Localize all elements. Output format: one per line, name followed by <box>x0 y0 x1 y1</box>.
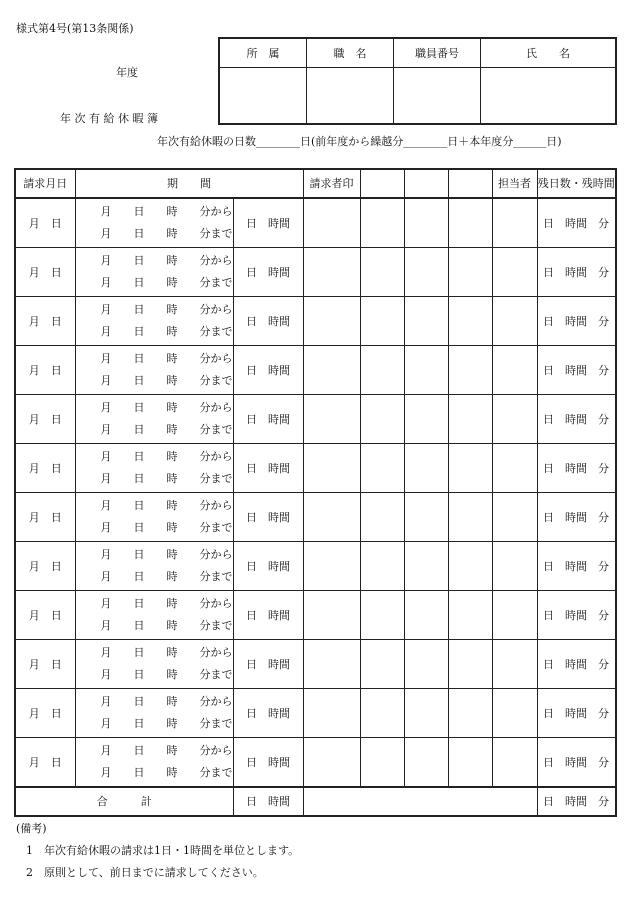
period-from: 月 日 時 分から <box>100 744 233 757</box>
period-from: 月 日 時 分から <box>100 205 233 218</box>
requester-seal-cell[interactable] <box>303 346 360 395</box>
request-date-cell[interactable]: 月 日 <box>15 444 75 493</box>
period-to: 月 日 時 分まで <box>100 570 233 583</box>
period-from: 月 日 時 分から <box>100 548 233 561</box>
period-cell[interactable] <box>75 591 233 640</box>
requester-seal-cell[interactable] <box>303 444 360 493</box>
period-to: 月 日 時 分まで <box>100 717 233 730</box>
request-date-cell[interactable]: 月 日 <box>15 395 75 444</box>
table-row <box>15 689 616 738</box>
duration-cell[interactable]: 日 時間 <box>233 198 303 248</box>
period-header: 期 間 <box>75 169 303 198</box>
blank-cell[interactable] <box>360 198 404 248</box>
period-to: 月 日 時 分まで <box>100 766 233 779</box>
staff-in-charge-cell[interactable] <box>492 591 537 640</box>
blank-cell[interactable] <box>360 248 404 297</box>
table-row <box>15 640 616 689</box>
staff-info-table <box>218 37 617 125</box>
remaining-cell[interactable]: 日 時間 分 <box>537 689 616 738</box>
requester-seal-cell[interactable] <box>303 493 360 542</box>
table-row <box>15 395 616 444</box>
remaining-cell[interactable]: 日 時間 分 <box>537 248 616 297</box>
period-cell[interactable] <box>75 248 233 297</box>
period-cell[interactable] <box>75 346 233 395</box>
table-row <box>15 444 616 493</box>
period-from: 月 日 時 分から <box>100 695 233 708</box>
blank-cell[interactable] <box>404 198 448 248</box>
requester-seal-cell[interactable] <box>303 591 360 640</box>
blank-cell[interactable] <box>404 738 448 788</box>
employee-number-cell[interactable] <box>394 68 481 125</box>
period-to: 月 日 時 分まで <box>100 227 233 240</box>
blank-cell[interactable] <box>448 198 492 248</box>
document-title: 年 次 有 給 休 暇 簿 <box>60 112 158 125</box>
requester-seal-cell[interactable] <box>303 738 360 788</box>
total-duration-cell[interactable]: 日 時間 <box>233 787 303 816</box>
remaining-cell[interactable]: 日 時間 分 <box>537 591 616 640</box>
request-date-cell[interactable]: 月 日 <box>15 738 75 788</box>
request-date-cell[interactable]: 月 日 <box>15 297 75 346</box>
period-to: 月 日 時 分まで <box>100 619 233 632</box>
blank-cell[interactable] <box>448 591 492 640</box>
period-cell[interactable] <box>75 493 233 542</box>
request-date-cell[interactable]: 月 日 <box>15 248 75 297</box>
period-from: 月 日 時 分から <box>100 499 233 512</box>
duration-cell[interactable]: 日 時間 <box>233 493 303 542</box>
period-from: 月 日 時 分から <box>100 254 233 267</box>
period-cell[interactable] <box>75 198 233 248</box>
staff-in-charge-header: 担当者 <box>492 169 537 198</box>
period-cell[interactable] <box>75 738 233 788</box>
period-to: 月 日 時 分まで <box>100 472 233 485</box>
period-cell[interactable] <box>75 444 233 493</box>
duration-cell[interactable]: 日 時間 <box>233 444 303 493</box>
table-row <box>15 198 616 248</box>
blank-header <box>404 169 448 198</box>
period-cell[interactable] <box>75 640 233 689</box>
requester-seal-cell[interactable] <box>303 640 360 689</box>
staff-in-charge-cell[interactable] <box>492 444 537 493</box>
blank-cell[interactable] <box>360 444 404 493</box>
blank-header <box>360 169 404 198</box>
total-remaining-cell[interactable]: 日 時間 分 <box>537 787 616 816</box>
staff-in-charge-cell[interactable] <box>492 493 537 542</box>
period-cell[interactable] <box>75 297 233 346</box>
remaining-cell[interactable]: 日 時間 分 <box>537 346 616 395</box>
blank-cell[interactable] <box>360 689 404 738</box>
blank-cell[interactable] <box>360 640 404 689</box>
period-to: 月 日 時 分まで <box>100 668 233 681</box>
remaining-cell[interactable]: 日 時間 分 <box>537 542 616 591</box>
duration-cell[interactable]: 日 時間 <box>233 591 303 640</box>
blank-cell[interactable] <box>404 542 448 591</box>
blank-cell[interactable] <box>448 444 492 493</box>
blank-cell[interactable] <box>360 493 404 542</box>
request-date-cell[interactable]: 月 日 <box>15 542 75 591</box>
period-from: 月 日 時 分から <box>100 597 233 610</box>
employee-number-header: 職員番号 <box>394 38 481 68</box>
form-number-label: 様式第4号(第13条関係) <box>16 22 134 35</box>
job-title-header: 職 名 <box>307 38 394 68</box>
blank-cell[interactable] <box>404 689 448 738</box>
period-cell[interactable] <box>75 689 233 738</box>
blank-cell[interactable] <box>404 248 448 297</box>
remaining-header: 残日数・残時間 <box>537 169 616 198</box>
notes-heading: (備考) <box>16 822 47 835</box>
staff-in-charge-cell[interactable] <box>492 346 537 395</box>
blank-header <box>448 169 492 198</box>
name-header: 氏 名 <box>481 38 617 68</box>
request-date-cell[interactable]: 月 日 <box>15 640 75 689</box>
staff-in-charge-cell[interactable] <box>492 640 537 689</box>
remaining-cell[interactable]: 日 時間 分 <box>537 444 616 493</box>
blank-cell[interactable] <box>448 689 492 738</box>
period-to: 月 日 時 分まで <box>100 423 233 436</box>
fiscal-year-label: 年度 <box>116 66 138 79</box>
table-row <box>15 738 616 788</box>
period-from: 月 日 時 分から <box>100 401 233 414</box>
period-to: 月 日 時 分まで <box>100 521 233 534</box>
requester-seal-cell[interactable] <box>303 542 360 591</box>
duration-cell[interactable]: 日 時間 <box>233 297 303 346</box>
remaining-cell[interactable]: 日 時間 分 <box>537 198 616 248</box>
staff-in-charge-cell[interactable] <box>492 738 537 788</box>
remaining-cell[interactable]: 日 時間 分 <box>537 395 616 444</box>
leave-days-line: 年次有給休暇の日数________日(前年度から繰越分________日＋本年度分______日) <box>157 135 562 148</box>
period-to: 月 日 時 分まで <box>100 276 233 289</box>
duration-cell[interactable]: 日 時間 <box>233 689 303 738</box>
request-date-header: 請求月日 <box>15 169 75 198</box>
blank-cell[interactable] <box>448 248 492 297</box>
request-date-cell[interactable]: 月 日 <box>15 689 75 738</box>
blank-cell[interactable] <box>448 542 492 591</box>
request-date-cell[interactable]: 月 日 <box>15 346 75 395</box>
period-to: 月 日 時 分まで <box>100 325 233 338</box>
requester-seal-cell[interactable] <box>303 248 360 297</box>
staff-in-charge-cell[interactable] <box>492 542 537 591</box>
table-row <box>15 297 616 346</box>
duration-cell[interactable]: 日 時間 <box>233 346 303 395</box>
duration-cell[interactable]: 日 時間 <box>233 248 303 297</box>
note-item: 2 原則として、前日までに請求してください。 <box>26 866 264 879</box>
requester-seal-header: 請求者印 <box>303 169 360 198</box>
requester-seal-cell[interactable] <box>303 689 360 738</box>
duration-cell[interactable]: 日 時間 <box>233 395 303 444</box>
blank-cell[interactable] <box>404 591 448 640</box>
dept-header: 所 属 <box>219 38 307 68</box>
requester-seal-cell[interactable] <box>303 198 360 248</box>
blank-cell[interactable] <box>404 395 448 444</box>
table-row <box>15 346 616 395</box>
duration-cell[interactable]: 日 時間 <box>233 738 303 788</box>
remaining-cell[interactable]: 日 時間 分 <box>537 738 616 788</box>
period-cell[interactable] <box>75 395 233 444</box>
blank-cell[interactable] <box>404 640 448 689</box>
blank-cell[interactable] <box>360 738 404 788</box>
period-from: 月 日 時 分から <box>100 450 233 463</box>
period-cell[interactable] <box>75 542 233 591</box>
duration-cell[interactable]: 日 時間 <box>233 542 303 591</box>
blank-cell[interactable] <box>404 493 448 542</box>
blank-cell[interactable] <box>448 395 492 444</box>
table-row <box>15 248 616 297</box>
total-label: 合 計 <box>15 787 233 816</box>
request-date-cell[interactable]: 月 日 <box>15 591 75 640</box>
blank-cell[interactable] <box>360 297 404 346</box>
note-item: 1 年次有給休暇の請求は1日・1時間を単位とします。 <box>26 844 300 857</box>
total-row <box>15 787 616 816</box>
table-row <box>15 591 616 640</box>
blank-cell[interactable] <box>404 444 448 493</box>
staff-in-charge-cell[interactable] <box>492 689 537 738</box>
period-from: 月 日 時 分から <box>100 352 233 365</box>
staff-in-charge-cell[interactable] <box>492 297 537 346</box>
blank-cell[interactable] <box>360 395 404 444</box>
requester-seal-cell[interactable] <box>303 297 360 346</box>
leave-record-table <box>14 168 617 817</box>
blank-cell[interactable] <box>404 346 448 395</box>
period-from: 月 日 時 分から <box>100 646 233 659</box>
blank-cell[interactable] <box>404 297 448 346</box>
period-to: 月 日 時 分まで <box>100 374 233 387</box>
duration-cell[interactable]: 日 時間 <box>233 640 303 689</box>
blank-cell[interactable] <box>448 297 492 346</box>
staff-in-charge-cell[interactable] <box>492 198 537 248</box>
blank-cell[interactable] <box>448 738 492 788</box>
name-cell[interactable] <box>481 68 617 125</box>
notes <box>16 818 299 884</box>
blank-cell[interactable] <box>360 591 404 640</box>
request-date-cell[interactable]: 月 日 <box>15 198 75 248</box>
remaining-cell[interactable]: 日 時間 分 <box>537 493 616 542</box>
blank-cell[interactable] <box>448 346 492 395</box>
table-row <box>15 542 616 591</box>
staff-in-charge-cell[interactable] <box>492 395 537 444</box>
dept-cell[interactable] <box>219 68 307 125</box>
blank-cell[interactable] <box>448 640 492 689</box>
staff-in-charge-cell[interactable] <box>492 248 537 297</box>
blank-cell[interactable] <box>448 493 492 542</box>
remaining-cell[interactable]: 日 時間 分 <box>537 640 616 689</box>
table-row <box>15 493 616 542</box>
total-blank-cell <box>303 787 537 816</box>
request-date-cell[interactable]: 月 日 <box>15 493 75 542</box>
blank-cell[interactable] <box>360 542 404 591</box>
blank-cell[interactable] <box>360 346 404 395</box>
requester-seal-cell[interactable] <box>303 395 360 444</box>
period-from: 月 日 時 分から <box>100 303 233 316</box>
remaining-cell[interactable]: 日 時間 分 <box>537 297 616 346</box>
job-title-cell[interactable] <box>307 68 394 125</box>
